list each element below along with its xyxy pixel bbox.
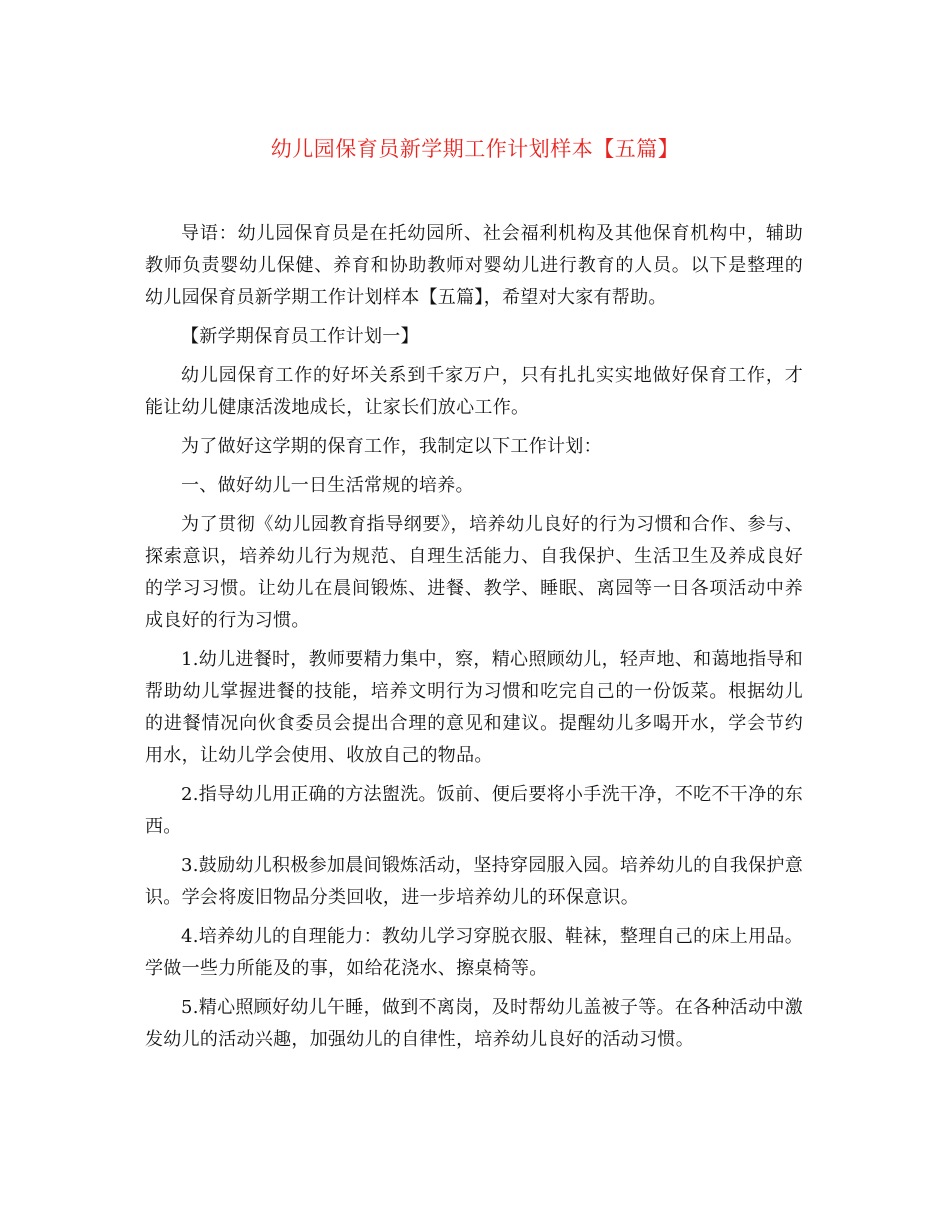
- list-item: 1.幼儿进餐时，教师要精力集中，察，精心照顾幼儿，轻声地、和蔼地指导和帮助幼儿掌握进餐的技能，培养文明行为习惯和吃完自己的一份饭菜。根据幼儿的进餐情况向伙食委员会提出合理的意见和建议。提醒幼儿多喝开水，学会节约用水，让幼儿学会使用、收放自己的物品。: [145, 649, 803, 766]
- list-item: 4.培养幼儿的自理能力：教幼儿学习穿脱衣服、鞋袜，整理自己的床上用品。学做一些力所能及的事，如给花浇水、擦桌椅等。: [145, 926, 803, 979]
- list-item: 2.指导幼儿用正确的方法盥洗。饭前、便后要将小手洗干净，不吃不干净的东西。: [145, 784, 803, 837]
- paragraph-intro: 导语：幼儿园保育员是在托幼园所、社会福利机构及其他保育机构中，辅助教师负责婴幼儿保健、养育和协助教师对婴幼儿进行教育的人员。以下是整理的幼儿园保育员新学期工作计划样本【五篇】，希望对大家有帮助。: [145, 223, 803, 308]
- paragraph: 为了做好这学期的保育工作，我制定以下工作计划：: [181, 436, 602, 457]
- document-body: [145, 218, 803, 1063]
- subsection-heading: 一、做好幼儿一日生活常规的培养。: [181, 475, 474, 496]
- list-item: 5.精心照顾好幼儿午睡，做到不离岗，及时帮幼儿盖被子等。在各种活动中激发幼儿的活动兴趣，加强幼儿的自律性，培养幼儿良好的活动习惯。: [145, 997, 803, 1050]
- list-item: 3.鼓励幼儿积极参加晨间锻炼活动，坚持穿园服入园。培养幼儿的自我保护意识。学会将废旧物品分类回收，进一步培养幼儿的环保意识。: [145, 855, 803, 908]
- section-heading: 【新学期保育员工作计划一】: [181, 326, 419, 347]
- document-title: 幼儿园保育员新学期工作计划样本【五篇】: [270, 137, 680, 161]
- paragraph: 为了贯彻《幼儿园教育指导纲要》，培养幼儿良好的行为习惯和合作、参与、探索意识，培养幼儿行为规范、自理生活能力、自我保护、生活卫生及养成良好的学习习惯。让幼儿在晨间锻炼、进餐、教学、睡眠、离园等一日各项活动中养成良好的行为习惯。: [145, 514, 803, 631]
- paragraph: 幼儿园保育工作的好坏关系到千家万户，只有扎扎实实地做好保育工作，才能让幼儿健康活泼地成长，让家长们放心工作。: [145, 365, 803, 418]
